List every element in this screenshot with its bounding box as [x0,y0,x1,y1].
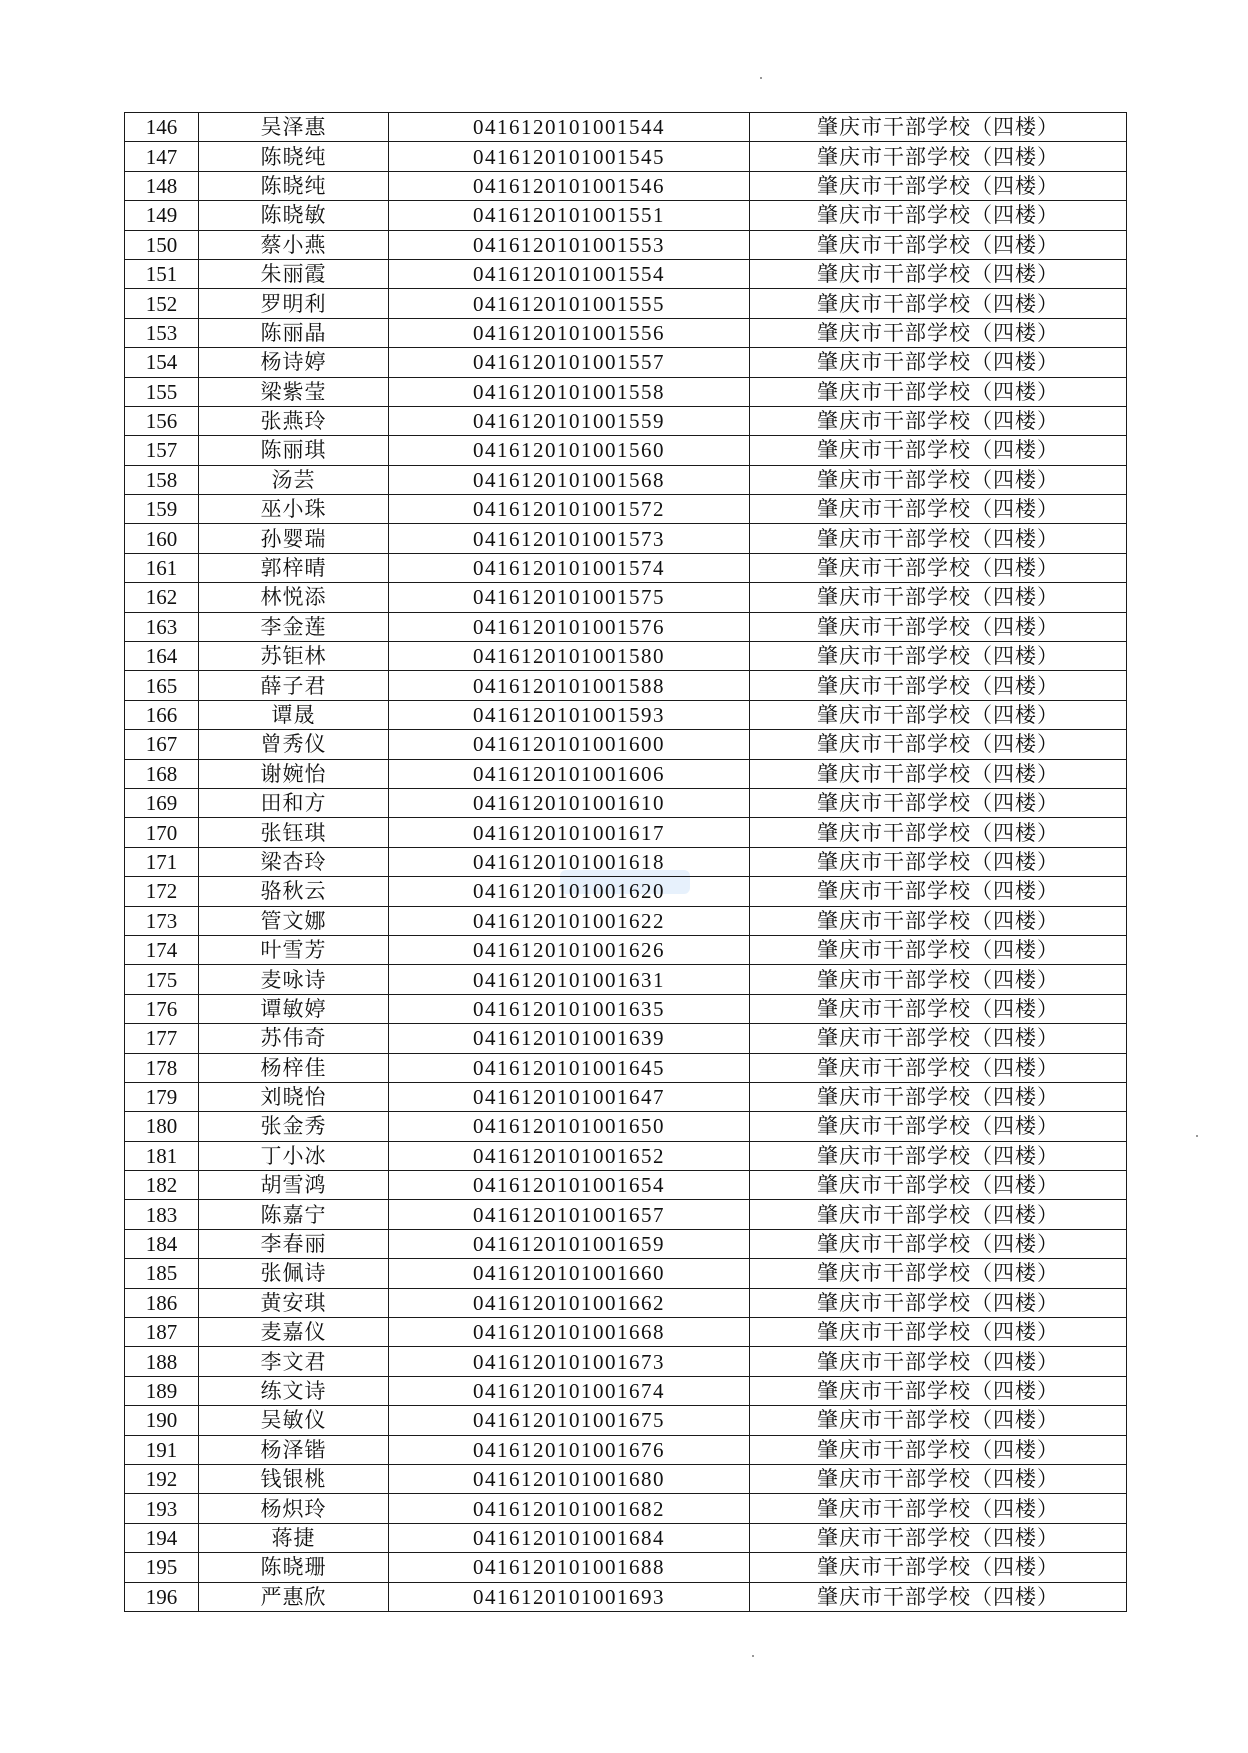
table-row [125,1259,1127,1288]
name-cell: 管文娜 [199,906,389,935]
exam-location-cell: 肇庆市干部学校（四楼） [750,1259,1127,1288]
exam-location-cell: 肇庆市干部学校（四楼） [750,1082,1127,1111]
name-cell: 谭敏婷 [199,994,389,1023]
table-row [125,1112,1127,1141]
exam-location-cell: 肇庆市干部学校（四楼） [750,259,1127,288]
table-row [125,1464,1127,1493]
exam-location-cell: 肇庆市干部学校（四楼） [750,1464,1127,1493]
name-cell: 叶雪芳 [199,935,389,964]
ticket-number-cell: 0416120101001660 [389,1259,750,1288]
table-row [125,700,1127,729]
ticket-number-cell: 0416120101001545 [389,142,750,171]
row-number-cell: 171 [125,847,199,876]
table-row [125,1494,1127,1523]
table-row [125,730,1127,759]
row-number-cell: 168 [125,759,199,788]
row-number-cell: 155 [125,377,199,406]
exam-location-cell: 肇庆市干部学校（四楼） [750,818,1127,847]
row-number-cell: 176 [125,994,199,1023]
exam-location-cell: 肇庆市干部学校（四楼） [750,113,1127,142]
row-number-cell: 189 [125,1376,199,1405]
name-cell: 李春丽 [199,1229,389,1258]
ticket-number-cell: 0416120101001544 [389,113,750,142]
table-row [125,318,1127,347]
exam-location-cell: 肇庆市干部学校（四楼） [750,406,1127,435]
exam-location-cell: 肇庆市干部学校（四楼） [750,1523,1127,1552]
ticket-number-cell: 0416120101001674 [389,1376,750,1405]
table-body [125,113,1127,1612]
table-row [125,171,1127,200]
ticket-number-cell: 0416120101001558 [389,377,750,406]
row-number-cell: 156 [125,406,199,435]
name-cell: 胡雪鸿 [199,1171,389,1200]
name-cell: 刘晓怡 [199,1082,389,1111]
table-row [125,642,1127,671]
exam-location-cell: 肇庆市干部学校（四楼） [750,1376,1127,1405]
table-row [125,1318,1127,1347]
table-row [125,113,1127,142]
row-number-cell: 147 [125,142,199,171]
row-number-cell: 149 [125,201,199,230]
exam-location-cell: 肇庆市干部学校（四楼） [750,1318,1127,1347]
ticket-number-cell: 0416120101001647 [389,1082,750,1111]
ticket-number-cell: 0416120101001631 [389,965,750,994]
name-cell: 麦咏诗 [199,965,389,994]
name-cell: 巫小珠 [199,495,389,524]
table-row [125,1024,1127,1053]
row-number-cell: 160 [125,524,199,553]
row-number-cell: 174 [125,935,199,964]
row-number-cell: 148 [125,171,199,200]
exam-location-cell: 肇庆市干部学校（四楼） [750,524,1127,553]
name-cell: 张佩诗 [199,1259,389,1288]
exam-location-cell: 肇庆市干部学校（四楼） [750,436,1127,465]
exam-location-cell: 肇庆市干部学校（四楼） [750,877,1127,906]
table-row [125,1347,1127,1376]
table-row [125,906,1127,935]
row-number-cell: 162 [125,583,199,612]
exam-location-cell: 肇庆市干部学校（四楼） [750,1200,1127,1229]
table-row [125,495,1127,524]
table-row [125,142,1127,171]
ticket-number-cell: 0416120101001588 [389,671,750,700]
table-row [125,1523,1127,1552]
name-cell: 陈晓珊 [199,1553,389,1582]
name-cell: 李文君 [199,1347,389,1376]
exam-location-cell: 肇庆市干部学校（四楼） [750,1141,1127,1170]
table-row [125,553,1127,582]
exam-location-cell: 肇庆市干部学校（四楼） [750,1024,1127,1053]
table-row [125,1406,1127,1435]
row-number-cell: 179 [125,1082,199,1111]
ticket-number-cell: 0416120101001622 [389,906,750,935]
row-number-cell: 157 [125,436,199,465]
ticket-number-cell: 0416120101001680 [389,1464,750,1493]
row-number-cell: 185 [125,1259,199,1288]
scan-speck [1196,1135,1198,1137]
row-number-cell: 182 [125,1171,199,1200]
row-number-cell: 166 [125,700,199,729]
table-row [125,1200,1127,1229]
exam-location-cell: 肇庆市干部学校（四楼） [750,1435,1127,1464]
table-row [125,877,1127,906]
row-number-cell: 183 [125,1200,199,1229]
exam-location-cell: 肇庆市干部学校（四楼） [750,671,1127,700]
row-number-cell: 177 [125,1024,199,1053]
exam-location-cell: 肇庆市干部学校（四楼） [750,759,1127,788]
ticket-number-cell: 0416120101001553 [389,230,750,259]
name-cell: 林悦添 [199,583,389,612]
ticket-number-cell: 0416120101001654 [389,1171,750,1200]
row-number-cell: 175 [125,965,199,994]
row-number-cell: 181 [125,1141,199,1170]
table-row [125,759,1127,788]
ticket-number-cell: 0416120101001662 [389,1288,750,1317]
ticket-number-cell: 0416120101001659 [389,1229,750,1258]
row-number-cell: 193 [125,1494,199,1523]
ticket-number-cell: 0416120101001693 [389,1582,750,1611]
name-cell: 丁小冰 [199,1141,389,1170]
exam-location-cell: 肇庆市干部学校（四楼） [750,465,1127,494]
exam-location-cell: 肇庆市干部学校（四楼） [750,1229,1127,1258]
name-cell: 郭梓晴 [199,553,389,582]
exam-location-cell: 肇庆市干部学校（四楼） [750,1288,1127,1317]
table-row [125,788,1127,817]
name-cell: 陈丽琪 [199,436,389,465]
ticket-number-cell: 0416120101001676 [389,1435,750,1464]
table-row [125,847,1127,876]
name-cell: 苏钜林 [199,642,389,671]
exam-location-cell: 肇庆市干部学校（四楼） [750,700,1127,729]
row-number-cell: 195 [125,1553,199,1582]
table-row [125,465,1127,494]
exam-location-cell: 肇庆市干部学校（四楼） [750,1347,1127,1376]
row-number-cell: 190 [125,1406,199,1435]
exam-location-cell: 肇庆市干部学校（四楼） [750,495,1127,524]
exam-location-cell: 肇庆市干部学校（四楼） [750,171,1127,200]
row-number-cell: 173 [125,906,199,935]
exam-location-cell: 肇庆市干部学校（四楼） [750,583,1127,612]
ticket-number-cell: 0416120101001556 [389,318,750,347]
row-number-cell: 152 [125,289,199,318]
row-number-cell: 184 [125,1229,199,1258]
ticket-number-cell: 0416120101001551 [389,201,750,230]
table-row [125,201,1127,230]
exam-location-cell: 肇庆市干部学校（四楼） [750,377,1127,406]
ticket-number-cell: 0416120101001573 [389,524,750,553]
name-cell: 杨梓佳 [199,1053,389,1082]
row-number-cell: 164 [125,642,199,671]
name-cell: 钱银桃 [199,1464,389,1493]
name-cell: 苏伟奇 [199,1024,389,1053]
table-row [125,230,1127,259]
name-cell: 朱丽霞 [199,259,389,288]
table-row [125,935,1127,964]
ticket-number-cell: 0416120101001618 [389,847,750,876]
name-cell: 杨炽玲 [199,1494,389,1523]
ticket-number-cell: 0416120101001606 [389,759,750,788]
row-number-cell: 163 [125,612,199,641]
name-cell: 张燕玲 [199,406,389,435]
exam-location-cell: 肇庆市干部学校（四楼） [750,642,1127,671]
ticket-number-cell: 0416120101001593 [389,700,750,729]
name-cell: 吴敏仪 [199,1406,389,1435]
ticket-number-cell: 0416120101001572 [389,495,750,524]
exam-location-cell: 肇庆市干部学校（四楼） [750,1053,1127,1082]
row-number-cell: 170 [125,818,199,847]
row-number-cell: 151 [125,259,199,288]
name-cell: 严惠欣 [199,1582,389,1611]
table-row [125,1288,1127,1317]
exam-location-cell: 肇庆市干部学校（四楼） [750,730,1127,759]
name-cell: 梁杏玲 [199,847,389,876]
ticket-number-cell: 0416120101001652 [389,1141,750,1170]
ticket-number-cell: 0416120101001675 [389,1406,750,1435]
exam-location-cell: 肇庆市干部学校（四楼） [750,965,1127,994]
name-cell: 薛子君 [199,671,389,700]
row-number-cell: 165 [125,671,199,700]
ticket-number-cell: 0416120101001574 [389,553,750,582]
ticket-number-cell: 0416120101001682 [389,1494,750,1523]
ticket-number-cell: 0416120101001576 [389,612,750,641]
scan-speck [760,77,762,79]
name-cell: 陈晓敏 [199,201,389,230]
name-cell: 田和方 [199,788,389,817]
table-row [125,289,1127,318]
exam-location-cell: 肇庆市干部学校（四楼） [750,142,1127,171]
name-cell: 罗明利 [199,289,389,318]
row-number-cell: 180 [125,1112,199,1141]
row-number-cell: 172 [125,877,199,906]
table-row [125,1082,1127,1111]
exam-location-cell: 肇庆市干部学校（四楼） [750,230,1127,259]
row-number-cell: 192 [125,1464,199,1493]
table-row [125,671,1127,700]
table-row [125,377,1127,406]
table-row [125,406,1127,435]
ticket-number-cell: 0416120101001560 [389,436,750,465]
candidate-table [124,112,1127,1612]
exam-location-cell: 肇庆市干部学校（四楼） [750,318,1127,347]
table-row [125,1053,1127,1082]
name-cell: 梁紫莹 [199,377,389,406]
name-cell: 谭晟 [199,700,389,729]
name-cell: 杨诗婷 [199,348,389,377]
ticket-number-cell: 0416120101001673 [389,1347,750,1376]
ticket-number-cell: 0416120101001639 [389,1024,750,1053]
name-cell: 黄安琪 [199,1288,389,1317]
ticket-number-cell: 0416120101001568 [389,465,750,494]
name-cell: 张钰琪 [199,818,389,847]
exam-location-cell: 肇庆市干部学校（四楼） [750,1582,1127,1611]
name-cell: 曾秀仪 [199,730,389,759]
ticket-number-cell: 0416120101001610 [389,788,750,817]
table-row [125,1229,1127,1258]
exam-location-cell: 肇庆市干部学校（四楼） [750,553,1127,582]
exam-location-cell: 肇庆市干部学校（四楼） [750,201,1127,230]
row-number-cell: 154 [125,348,199,377]
exam-location-cell: 肇庆市干部学校（四楼） [750,935,1127,964]
row-number-cell: 158 [125,465,199,494]
table-row [125,348,1127,377]
row-number-cell: 178 [125,1053,199,1082]
name-cell: 练文诗 [199,1376,389,1405]
name-cell: 麦嘉仪 [199,1318,389,1347]
row-number-cell: 186 [125,1288,199,1317]
table-row [125,436,1127,465]
table-row [125,612,1127,641]
name-cell: 蔡小燕 [199,230,389,259]
ticket-number-cell: 0416120101001688 [389,1553,750,1582]
row-number-cell: 191 [125,1435,199,1464]
ticket-number-cell: 0416120101001555 [389,289,750,318]
name-cell: 杨泽锴 [199,1435,389,1464]
name-cell: 陈晓纯 [199,142,389,171]
row-number-cell: 161 [125,553,199,582]
exam-location-cell: 肇庆市干部学校（四楼） [750,994,1127,1023]
table-row [125,1376,1127,1405]
name-cell: 陈嘉宁 [199,1200,389,1229]
row-number-cell: 159 [125,495,199,524]
scan-speck [752,1655,754,1657]
exam-location-cell: 肇庆市干部学校（四楼） [750,847,1127,876]
row-number-cell: 187 [125,1318,199,1347]
ticket-number-cell: 0416120101001645 [389,1053,750,1082]
row-number-cell: 150 [125,230,199,259]
ticket-number-cell: 0416120101001626 [389,935,750,964]
table-row [125,583,1127,612]
ticket-number-cell: 0416120101001575 [389,583,750,612]
ticket-number-cell: 0416120101001580 [389,642,750,671]
exam-location-cell: 肇庆市干部学校（四楼） [750,906,1127,935]
table-row [125,524,1127,553]
ticket-number-cell: 0416120101001546 [389,171,750,200]
exam-location-cell: 肇庆市干部学校（四楼） [750,788,1127,817]
exam-location-cell: 肇庆市干部学校（四楼） [750,612,1127,641]
table-row [125,994,1127,1023]
ticket-number-cell: 0416120101001684 [389,1523,750,1552]
name-cell: 蒋捷 [199,1523,389,1552]
table-row [125,1141,1127,1170]
exam-location-cell: 肇庆市干部学校（四楼） [750,1112,1127,1141]
exam-location-cell: 肇庆市干部学校（四楼） [750,1494,1127,1523]
ticket-number-cell: 0416120101001554 [389,259,750,288]
row-number-cell: 153 [125,318,199,347]
name-cell: 骆秋云 [199,877,389,906]
ticket-number-cell: 0416120101001668 [389,1318,750,1347]
name-cell: 谢婉怡 [199,759,389,788]
name-cell: 吴泽惠 [199,113,389,142]
ticket-number-cell: 0416120101001617 [389,818,750,847]
row-number-cell: 188 [125,1347,199,1376]
ticket-number-cell: 0416120101001620 [389,877,750,906]
name-cell: 李金莲 [199,612,389,641]
exam-location-cell: 肇庆市干部学校（四楼） [750,1406,1127,1435]
ticket-number-cell: 0416120101001557 [389,348,750,377]
ticket-number-cell: 0416120101001600 [389,730,750,759]
row-number-cell: 167 [125,730,199,759]
exam-location-cell: 肇庆市干部学校（四楼） [750,348,1127,377]
row-number-cell: 146 [125,113,199,142]
ticket-number-cell: 0416120101001635 [389,994,750,1023]
table-row [125,1582,1127,1611]
ticket-number-cell: 0416120101001650 [389,1112,750,1141]
exam-location-cell: 肇庆市干部学校（四楼） [750,289,1127,318]
table-row [125,1171,1127,1200]
table-row [125,1435,1127,1464]
table-row [125,1553,1127,1582]
name-cell: 陈晓纯 [199,171,389,200]
row-number-cell: 196 [125,1582,199,1611]
table-row [125,965,1127,994]
exam-location-cell: 肇庆市干部学校（四楼） [750,1553,1127,1582]
ticket-number-cell: 0416120101001657 [389,1200,750,1229]
name-cell: 陈丽晶 [199,318,389,347]
exam-location-cell: 肇庆市干部学校（四楼） [750,1171,1127,1200]
row-number-cell: 169 [125,788,199,817]
name-cell: 汤芸 [199,465,389,494]
table-row [125,259,1127,288]
name-cell: 孙婴瑞 [199,524,389,553]
table-row [125,818,1127,847]
ticket-number-cell: 0416120101001559 [389,406,750,435]
row-number-cell: 194 [125,1523,199,1552]
name-cell: 张金秀 [199,1112,389,1141]
